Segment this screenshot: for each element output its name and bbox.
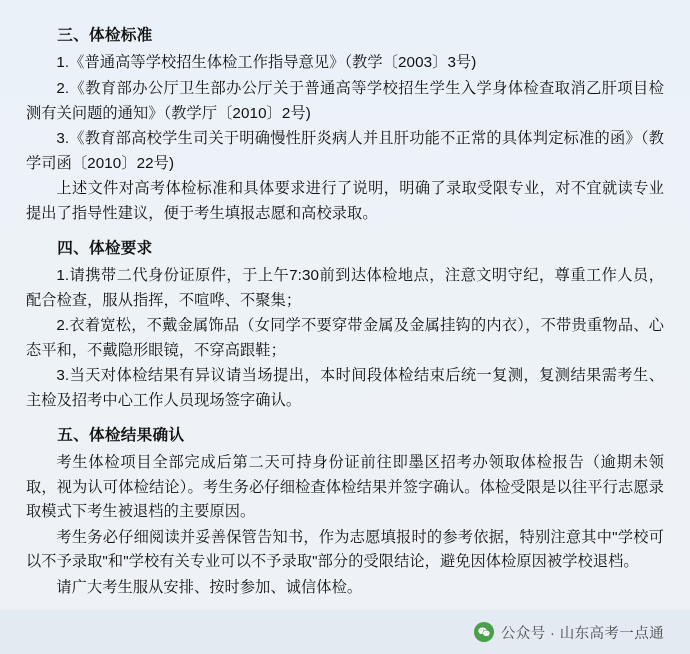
footer-bar <box>0 610 690 654</box>
standard-doc-item-3: 3.《教育部高校学生司关于明确慢性肝炎病人并且肝功能不正常的具体判定标准的函》（教学司函〔2010〕22号) <box>26 130 664 172</box>
standard-doc-item-2: 2.《教育部办公厅卫生部办公厅关于普通高等学校招生学生入学身体检查取消乙肝项目检测有关问题的通知》（教学厅〔2010〕2号) <box>26 79 664 122</box>
section-heading-5: 五、体检结果确认 <box>57 426 185 444</box>
result-confirmation-paragraph-1: 考生体检项目全部完成后第二天可持身份证前往即墨区招考办领取体检报告（逾期未领取，视为认可体检结论）。考生务必仔细检查体检结果并签字确认。体检受限是以往平行志愿录取模式下考生被退档的主要原因。 <box>26 453 664 521</box>
section-heading-3: 三、体检标准 <box>57 27 153 44</box>
section-heading-4: 四、体检要求 <box>57 239 153 257</box>
requirement-item-3: 3.当天对体检结果有异议请当场提出，本时间段体检结束后统一复测，复测结果需考生、主检及招考中心工作人员现场签字确认。 <box>26 367 664 409</box>
document-body <box>26 23 664 601</box>
closing-paragraph: 请广大考生服从安排、按时参加、诚信体检。 <box>56 579 363 596</box>
result-confirmation-paragraph-2: 考生务必仔细阅读并妥善保管告知书，作为志愿填报时的参考依据，特别注意其中"学校可以不予录取"和"学校有关专业可以不予录取"部分的受限结论，避免因体检原因被学校退档。 <box>26 528 664 571</box>
wechat-icon <box>474 622 494 642</box>
wechat-account-name: 公众号 · 山东高考一点通 <box>500 625 664 642</box>
standard-summary-paragraph: 上述文件对高考体检标准和具体要求进行了说明，明确了录取受限专业，对不宜就读专业提出了指导性建议，便于考生填报志愿和高校录取。 <box>26 180 664 222</box>
requirement-item-1: 1.请携带二代身份证原件，于上午7:30前到达体检地点，注意文明守纪，尊重工作人员，配合检查，服从指挥，不喧哗、不聚集； <box>26 266 664 309</box>
wechat-account-badge <box>474 622 664 643</box>
requirement-item-2: 2.衣着宽松，不戴金属饰品（女同学不要穿带金属及金属挂钩的内衣），不带贵重物品、心态平和，不戴隐形眼镜，不穿高跟鞋； <box>26 317 664 359</box>
standard-doc-item-1: 1.《普通高等学校招生体检工作指导意见》（教学〔2003〕3号) <box>56 54 477 72</box>
